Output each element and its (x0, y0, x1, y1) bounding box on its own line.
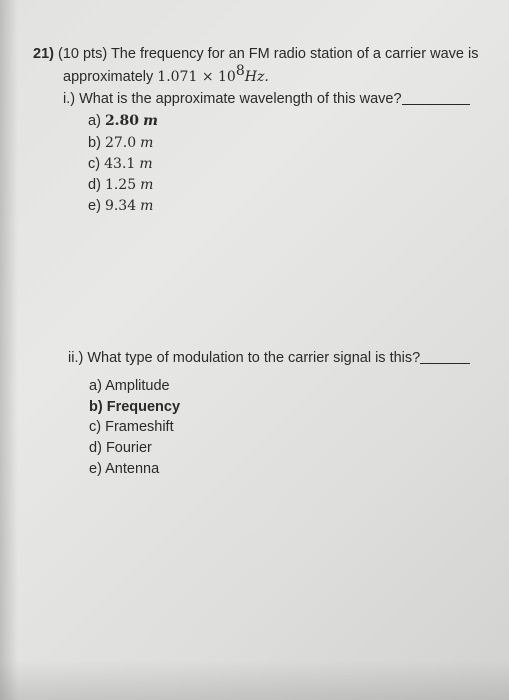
part-i-answer-blank (402, 90, 470, 105)
option-value: 2.80 (104, 113, 140, 129)
question-frequency-line (63, 63, 269, 86)
option-letter: c) (88, 156, 101, 172)
part-ii-option-e (89, 460, 159, 478)
option-value: 27.0 (104, 135, 137, 151)
part-ii-label: ii.) (68, 350, 84, 366)
option-letter: b) (89, 399, 103, 415)
question-header (33, 45, 478, 63)
option-text: Amplitude (105, 378, 170, 394)
option-letter: d) (88, 177, 101, 193)
part-ii-option-a (89, 377, 170, 395)
part-i-option-e (88, 197, 153, 215)
option-unit: m (140, 135, 154, 151)
part-ii-text: What type of modulation to the carrier signal is this? (87, 350, 421, 366)
part-i-label: i.) (63, 91, 76, 107)
option-text: Antenna (105, 461, 160, 477)
frequency-exponent: 8 (235, 63, 245, 79)
part-ii-answer-blank (420, 349, 470, 364)
option-text: Frequency (106, 399, 181, 415)
frequency-unit: Hz. (244, 69, 269, 85)
part-i-question (63, 90, 470, 108)
question-intro: The frequency for an FM radio station of a carrier wave is (110, 46, 479, 62)
option-unit: m (140, 177, 154, 193)
option-letter: a) (89, 378, 102, 394)
option-letter: b) (88, 135, 101, 151)
question-points: (10 pts) (58, 46, 108, 62)
option-value: 9.34 (104, 198, 137, 214)
part-i-text: What is the approximate wavelength of this wave? (79, 91, 402, 107)
option-letter: e) (88, 198, 101, 214)
option-value: 43.1 (104, 156, 136, 172)
page-shadow-bottom (0, 660, 509, 700)
option-value: 1.25 (104, 177, 137, 193)
option-unit: m (139, 156, 153, 172)
option-letter: c) (89, 419, 102, 435)
page-shadow-left (0, 0, 18, 700)
part-i-option-d (88, 176, 153, 194)
part-ii-question (68, 349, 470, 367)
part-ii-option-b (89, 398, 180, 416)
part-ii-option-c (89, 418, 174, 436)
option-letter: a) (88, 113, 101, 129)
option-letter: e) (89, 461, 102, 477)
part-i-option-c (88, 155, 153, 173)
option-unit: m (140, 198, 154, 214)
option-letter: d) (89, 440, 102, 456)
question-intro-2: approximately (63, 69, 154, 85)
part-i-option-a (88, 112, 158, 130)
option-unit: m (143, 113, 158, 129)
option-text: Frameshift (105, 419, 174, 435)
option-text: Fourier (105, 440, 152, 456)
frequency-mantissa: 1.071 × 10 (157, 69, 236, 85)
part-ii-option-d (89, 439, 152, 457)
part-i-option-b (88, 134, 153, 152)
question-number: 21) (33, 46, 54, 62)
